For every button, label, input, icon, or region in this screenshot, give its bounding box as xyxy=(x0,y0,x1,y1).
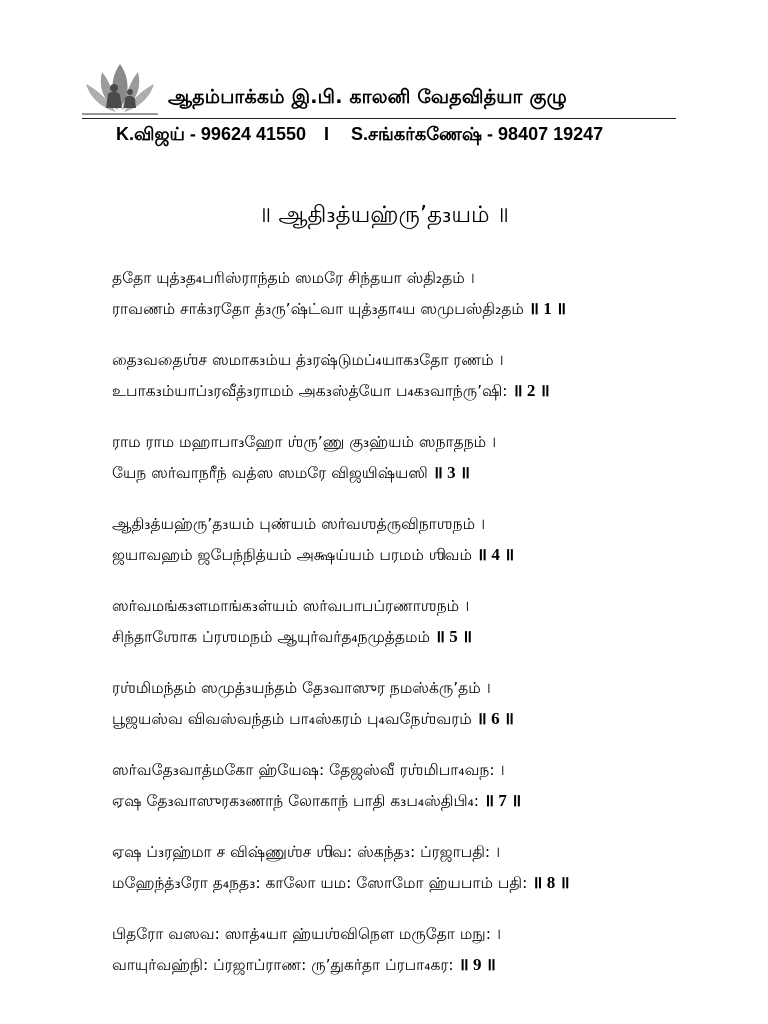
contact-separator: I xyxy=(324,124,330,144)
verse-number: ॥ 2 ॥ xyxy=(512,380,550,400)
verse-line: ததோ யுத்₃த₄பரிஸ்ராந்தம் ஸமரே சிந்தயா ஸ்தி₂தம் । xyxy=(112,269,475,287)
verse-text: ஏஷ தே₃வாஸுரக₃ணாந் லோகாந் பாதி க₃ப₄ஸ்திபி₄: xyxy=(112,791,480,810)
verse-number: ॥ 9 ॥ xyxy=(458,954,496,974)
verse-text: சிந்தாஶோக ப்ரஶமநம் ஆயுர்வர்த₄நமுத்தமம் xyxy=(112,627,430,646)
verse-line xyxy=(112,786,712,817)
verse-line xyxy=(112,376,712,407)
verse-number: ॥ 8 ॥ xyxy=(532,872,570,892)
contact-line xyxy=(116,124,603,147)
verse-text: யேந ஸர்வாநரீந் வத்ஸ ஸமரே விஜயிஷ்யஸி xyxy=(112,463,428,482)
organization-name: ஆதம்பாக்கம் இ.பி. காலனி வேதவித்யா குழு xyxy=(168,86,567,108)
verse-line xyxy=(112,294,712,325)
verse-line xyxy=(112,622,712,653)
verse-number: ॥ 7 ॥ xyxy=(483,790,522,810)
verse-line: ஸர்வமங்க₃ளமாங்க₃ள்யம் ஸர்வபாபப்ரணாஶநம் । xyxy=(112,597,470,615)
verse-6 xyxy=(112,674,712,734)
verse-line xyxy=(112,458,712,489)
verse-line: ஸர்வதே₃வாத்மகோ ஹ்யேஷ: தேஜஸ்வீ ரஶ்மிபா₄வந: । xyxy=(112,761,505,779)
document-title: ॥ ஆதி₃த்யஹ்ரு’த₃யம் ॥ xyxy=(259,202,509,228)
contact-shankarganesh: S.சங்கர்கணேஷ் - 98407 19247 xyxy=(351,124,604,144)
verse-number: ॥ 4 ॥ xyxy=(476,544,515,564)
verse-number: ॥ 3 ॥ xyxy=(432,462,471,482)
verse-line: பிதரோ வஸவ: ஸாத்₄யா ஹ்யஶ்விநௌ மருதோ மநு: । xyxy=(112,925,501,943)
lotus-logo xyxy=(80,62,160,118)
verse-1 xyxy=(112,264,712,324)
verse-list xyxy=(112,264,712,1002)
verse-8 xyxy=(112,838,712,898)
verse-number: ॥ 6 ॥ xyxy=(476,708,515,728)
verse-line: தை₃வதைஶ்ச ஸமாக₃ம்ய த்₃ரஷ்டுமப்₄யாக₃தோ ரணம் । xyxy=(112,351,504,369)
verse-line: ஏஷ ப்₃ரஹ்மா ச விஷ்ணுஶ்ச ஶிவ: ஸ்கந்த₃: ப்ரஜாபதி: । xyxy=(112,843,501,861)
verse-text: உபாக₃ம்யாப்₃ரவீத்₃ராமம் அக₃ஸ்த்யோ ப₄க₃வாந்ரு’ஷி: xyxy=(112,381,508,400)
verse-text: வாயுர்வஹ்நி: ப்ரஜாப்ராண: ரு’துகர்தா ப்ரபா₄கர: xyxy=(112,955,454,974)
verse-line xyxy=(112,704,712,735)
verse-7 xyxy=(112,756,712,816)
verse-line xyxy=(112,540,712,571)
verse-line: ராம ராம மஹாபா₃ஹோ ஶ்ரு’ணு கு₃ஹ்யம் ஸநாதநம் । xyxy=(112,433,497,451)
verse-3 xyxy=(112,428,712,488)
verse-text: பூஜயஸ்வ விவஸ்வந்தம் பா₄ஸ்கரம் பு₄வநேஶ்வரம் xyxy=(112,709,472,728)
verse-line xyxy=(112,868,712,899)
verse-line xyxy=(112,950,712,981)
verse-5 xyxy=(112,592,712,652)
contact-vijay: K.விஜய் - 99624 41550 xyxy=(116,124,307,144)
verse-line: ஆதி₃த்யஹ்ரு’த₃யம் புண்யம் ஸர்வஶத்ருவிநாஶநம் । xyxy=(112,515,486,533)
verse-2 xyxy=(112,346,712,406)
verse-4 xyxy=(112,510,712,570)
verse-number: ॥ 1 ॥ xyxy=(528,298,567,318)
verse-text: ராவணம் சாக்₃ரதோ த்₃ரு’ஷ்ட்வா யுத்₃தா₄ய ஸமுபஸ்தி₂தம் xyxy=(112,299,524,318)
verse-text: ஜயாவஹம் ஜபேந்நித்யம் அக்ஷய்யம் பரமம் ஶிவம் xyxy=(112,545,472,564)
verse-number: ॥ 5 ॥ xyxy=(434,626,473,646)
verse-text: மஹேந்த்₃ரோ த₄நத₃: காலோ யம: ஸோமோ ஹ்யபாம் பதி: xyxy=(112,873,528,892)
header-divider xyxy=(82,118,676,119)
verse-line: ரஶ்மிமந்தம் ஸமுத்₃யந்தம் தே₃வாஸுர நமஸ்க்ரு’தம் । xyxy=(112,679,491,697)
verse-9 xyxy=(112,920,712,980)
